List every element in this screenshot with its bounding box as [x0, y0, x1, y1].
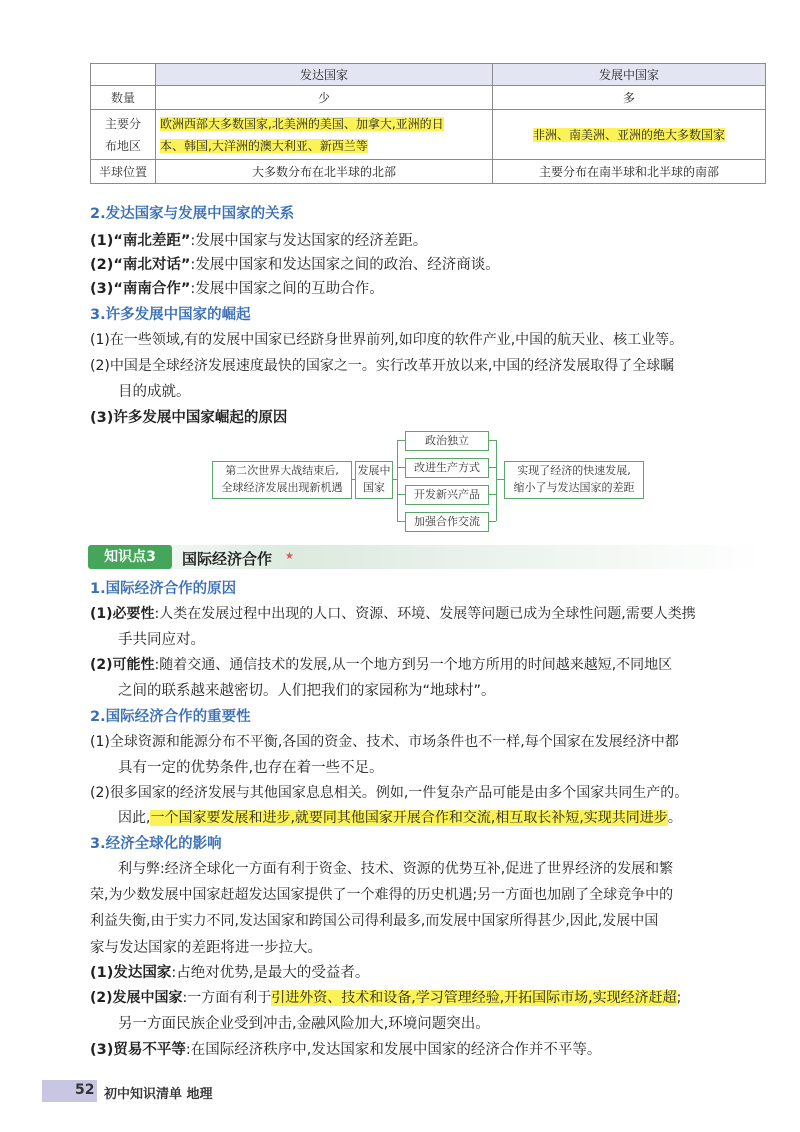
star-icon: ★ [285, 551, 294, 562]
paragraph-line: 家与发达国家的差距将进一步拉大。 [90, 940, 322, 956]
flow-connector [488, 494, 496, 495]
list-item-continuation: 之间的联系越来越密切。人们把我们的家园称为“地球村”。 [118, 683, 496, 699]
list-item-continuation: 目的成就。 [118, 384, 191, 400]
flow-text: 国家 [363, 481, 385, 494]
table-corner-cell [91, 64, 156, 86]
item-term: 可能性 [112, 657, 155, 673]
highlight-text: 引进外资、技术和设备,学习管理经验,开拓国际市场,实现经济赶超 [271, 990, 677, 1006]
item-text: :人类在发展过程中出现的人口、资源、环境、发展等问题已成为全球性问题,需要人类携 [154, 606, 696, 622]
item-number: (2) [90, 257, 114, 273]
list-item [90, 229, 427, 250]
item-text: :在国际经济秩序中,发达国家和发展中国家的经济合作并不平等。 [185, 1042, 602, 1058]
list-item-continuation: 手共同应对。 [118, 632, 205, 648]
item-term: “南南合作” [113, 281, 191, 297]
flow-text: 实现了经济的快速发展, [517, 464, 631, 477]
flow-bracket-left [397, 440, 398, 521]
list-item-continuation: 另一方面民族企业受到冲击,金融风险加大,环境问题突出。 [118, 1016, 490, 1032]
table-row [91, 110, 766, 160]
row-label: 数量 [91, 86, 156, 110]
flow-bracket-right [496, 440, 497, 521]
flow-connector [496, 479, 504, 480]
flow-text: 第二次世界大战结束后, [225, 464, 339, 477]
item-text: :一方面有利于 [182, 990, 272, 1006]
item-text: 。 [667, 810, 682, 826]
flow-result-box [504, 461, 644, 499]
item-term: 贸易不平等 [113, 1042, 186, 1058]
flow-connector [397, 467, 405, 468]
list-item [90, 1038, 601, 1059]
item-text: :占绝对优势,是最大的受益者。 [171, 965, 370, 981]
flow-cause-box [212, 461, 352, 499]
cell-developing: 多 [493, 86, 766, 110]
header-developed: 发达国家 [156, 64, 493, 86]
item-term: “南北对话” [113, 257, 191, 273]
comparison-table [90, 63, 766, 184]
paragraph-line: 利与弊:经济全球化一方面有利于资金、技术、资源的优势互补,促进了世界经济的发展和繁 [118, 861, 674, 877]
list-item-continuation: 具有一定的优势条件,也存在着一些不足。 [118, 760, 384, 776]
paragraph-line: 荣,为少数发展中国家赶超发达国家提供了一个难得的历史机遇;另一方面也加剧了全球竞争中的 [90, 887, 674, 903]
book-title: 初中知识清单 地理 [104, 1087, 213, 1102]
flow-connector [488, 521, 496, 522]
list-item [90, 987, 681, 1007]
highlight-text: 一个国家要发展和进步,就要同其他国家开展合作和交流,相互取长补短,实现共同进步 [150, 810, 668, 826]
header-developing: 发展中国家 [493, 64, 766, 86]
flow-text: 全球经济发展出现新机遇 [221, 481, 343, 494]
item-text: :发展中国家与发达国家的经济差距。 [190, 233, 428, 249]
flow-connector [397, 440, 405, 441]
section-heading: 2.发达国家与发展中国家的关系 [90, 206, 295, 222]
list-item-continuation [118, 807, 682, 827]
knowledge-point-title: 国际经济合作 [182, 550, 273, 568]
row-label-line: 主要分 [104, 116, 141, 131]
item-number: (3) [90, 1042, 114, 1058]
row-label [91, 110, 156, 160]
item-text: 因此, [118, 810, 151, 826]
cell-developed [156, 110, 493, 160]
cell-developed: 少 [156, 86, 493, 110]
cell-developing [493, 110, 766, 160]
item-text: :发展中国家之间的互助合作。 [190, 281, 384, 297]
page-number: 52 [75, 1082, 95, 1098]
cell-developed: 大多数分布在北半球的北部 [156, 160, 493, 184]
list-item: (3)许多发展中国家崛起的原因 [90, 410, 288, 426]
cell-developing: 主要分布在南半球和北半球的南部 [493, 160, 766, 184]
row-label-line: 布地区 [104, 138, 141, 153]
list-item: (2)中国是全球经济发展速度最快的国家之一。实行改革开放以来,中国的经济发展取得了全球瞩 [90, 358, 675, 374]
item-text: ; [676, 990, 682, 1006]
list-item: (2)很多国家的经济发展与其他国家息息相关。例如,一件复杂产品可能是由多个国家共同生产的。 [90, 785, 689, 801]
highlight-text: 本、韩国,大洋洲的澳大利亚、新西兰等 [160, 138, 368, 153]
item-term: 发达国家 [113, 965, 172, 981]
item-number: (1) [90, 606, 113, 622]
flow-connector [397, 494, 405, 495]
list-item: (1)全球资源和能源分布不平衡,各国的资金、技术、市场条件也不一样,每个国家在发展经济中都 [90, 734, 679, 750]
flow-subject-box [355, 461, 393, 499]
flow-action-box: 政治独立 [405, 431, 489, 451]
list-item [90, 277, 384, 298]
table-row [91, 160, 766, 184]
flow-action-box: 加强合作交流 [405, 512, 489, 532]
flow-action-box: 开发新兴产品 [405, 485, 489, 505]
flow-connector [488, 440, 496, 441]
flow-text: 缩小了与发达国家的差距 [513, 481, 635, 494]
list-item [90, 603, 696, 623]
list-item [90, 961, 369, 982]
item-number: (2) [90, 657, 113, 673]
highlight-text: 非洲、南美洲、亚洲的绝大多数国家 [532, 128, 725, 142]
paragraph-line: 利益失衡,由于实力不同,发达国家和跨国公司得利最多,而发展中国家所得甚少,因此,发展中国 [90, 913, 659, 929]
knowledge-point-badge: 知识点3 [88, 545, 172, 569]
highlight-text: 欧洲西部大多数国家,北美洲的美国、加拿大,亚洲的日 [160, 116, 444, 131]
section-heading: 1.国际经济合作的原因 [90, 581, 237, 597]
item-text: :随着交通、通信技术的发展,从一个地方到另一个地方所用的时间越来越短,不同地区 [154, 657, 673, 673]
list-item: (1)在一些领域,有的发展中国家已经跻身世界前列,如印度的软件产业,中国的航天业、核工业等。 [90, 332, 684, 348]
table-header-row [91, 64, 766, 86]
item-term: “南北差距” [113, 233, 191, 249]
item-number: (1) [90, 965, 114, 981]
section-heading: 2.国际经济合作的重要性 [90, 709, 251, 725]
item-number: (3) [90, 281, 114, 297]
item-number: (1) [90, 233, 114, 249]
row-label: 半球位置 [91, 160, 156, 184]
flow-text: 发展中 [357, 464, 391, 477]
flow-action-box: 改进生产方式 [405, 458, 489, 478]
flow-connector [397, 521, 405, 522]
list-item [90, 654, 672, 674]
item-number: (2) [90, 990, 113, 1006]
section-heading: 3.许多发展中国家的崛起 [90, 307, 251, 323]
list-item [90, 253, 500, 274]
item-term: 发展中国家 [112, 990, 183, 1006]
flow-connector [488, 467, 496, 468]
table-row [91, 86, 766, 110]
section-heading: 3.经济全球化的影响 [90, 836, 222, 852]
item-text: :发展中国家和发达国家之间的政治、经济商谈。 [190, 257, 500, 273]
item-term: 必要性 [112, 606, 155, 622]
